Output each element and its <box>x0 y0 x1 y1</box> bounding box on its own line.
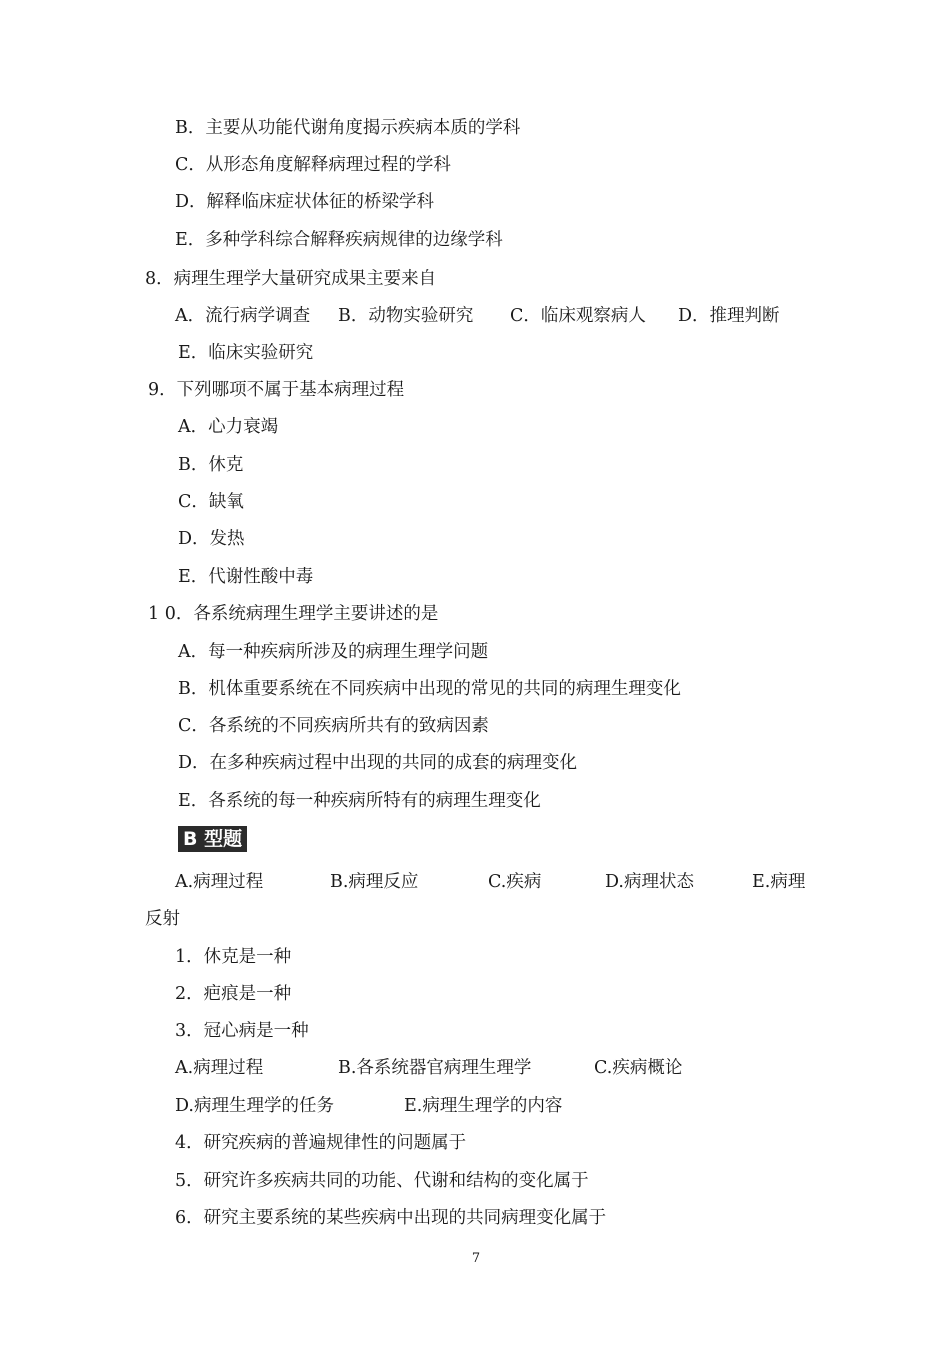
b2-option-d: D.病理生理学的任务 <box>175 1096 334 1116</box>
b1-option-e-wrap: 反射 <box>145 909 180 929</box>
b1-option-d: D.病理状态 <box>605 872 694 892</box>
q8-option-d: D．推理判断 <box>678 306 780 326</box>
b2-option-a: A.病理过程 <box>175 1058 264 1078</box>
q7-option-c: C．从形态角度解释病理过程的学科 <box>175 155 451 175</box>
q10-option-b: B．机体重要系统在不同疾病中出现的常见的共同的病理生理变化 <box>178 679 681 699</box>
q8-stem: 8．病理生理学大量研究成果主要来自 <box>145 269 437 289</box>
b1-option-c: C.疾病 <box>488 872 542 892</box>
q9-option-d: D．发热 <box>178 529 245 549</box>
q9-stem: 9．下列哪项不属于基本病理过程 <box>148 380 405 400</box>
q10-option-a: A．每一种疾病所涉及的病理生理学问题 <box>178 642 489 662</box>
b1-option-b: B.病理反应 <box>330 872 419 892</box>
q8-option-a: A．流行病学调查 <box>175 306 311 326</box>
q8-option-e: E．临床实验研究 <box>178 343 314 363</box>
q9-option-c: C．缺氧 <box>178 492 244 512</box>
q8-option-c: C．临床观察病人 <box>510 306 646 326</box>
section-b-heading: B 型题 <box>178 826 247 852</box>
b2-option-c: C.疾病概论 <box>594 1058 683 1078</box>
b1-question-3: 3．冠心病是一种 <box>175 1021 309 1041</box>
q9-option-a: A．心力衰竭 <box>178 417 279 437</box>
q9-option-e: E．代谢性酸中毒 <box>178 567 314 587</box>
q9-option-b: B．休克 <box>178 455 244 475</box>
q7-option-e: E．多种学科综合解释疾病规律的边缘学科 <box>175 230 503 250</box>
b1-option-e: E.病理 <box>752 872 806 892</box>
b2-question-5: 5．研究许多疾病共同的功能、代谢和结构的变化属于 <box>175 1171 589 1191</box>
q10-stem: 1 0．各系统病理生理学主要讲述的是 <box>148 604 439 624</box>
q8-option-b: B．动物实验研究 <box>338 306 474 326</box>
b2-question-6: 6．研究主要系统的某些疾病中出现的共同病理变化属于 <box>175 1208 607 1228</box>
b1-option-a: A.病理过程 <box>175 872 264 892</box>
q7-option-d: D．解释临床症状体征的桥梁学科 <box>175 192 435 212</box>
b2-option-b: B.各系统器官病理生理学 <box>338 1058 532 1078</box>
page-number: 7 <box>471 1251 481 1266</box>
q10-option-e: E．各系统的每一种疾病所特有的病理生理变化 <box>178 791 541 811</box>
b1-question-1: 1．休克是一种 <box>175 947 292 967</box>
q10-option-c: C．各系统的不同疾病所共有的致病因素 <box>178 716 489 736</box>
q7-option-b: B．主要从功能代谢角度揭示疾病本质的学科 <box>175 118 521 138</box>
b2-question-4: 4．研究疾病的普遍规律性的问题属于 <box>175 1133 467 1153</box>
b2-option-e: E.病理生理学的内容 <box>404 1096 563 1116</box>
b1-question-2: 2．疤痕是一种 <box>175 984 292 1004</box>
q10-option-d: D．在多种疾病过程中出现的共同的成套的病理变化 <box>178 753 578 773</box>
